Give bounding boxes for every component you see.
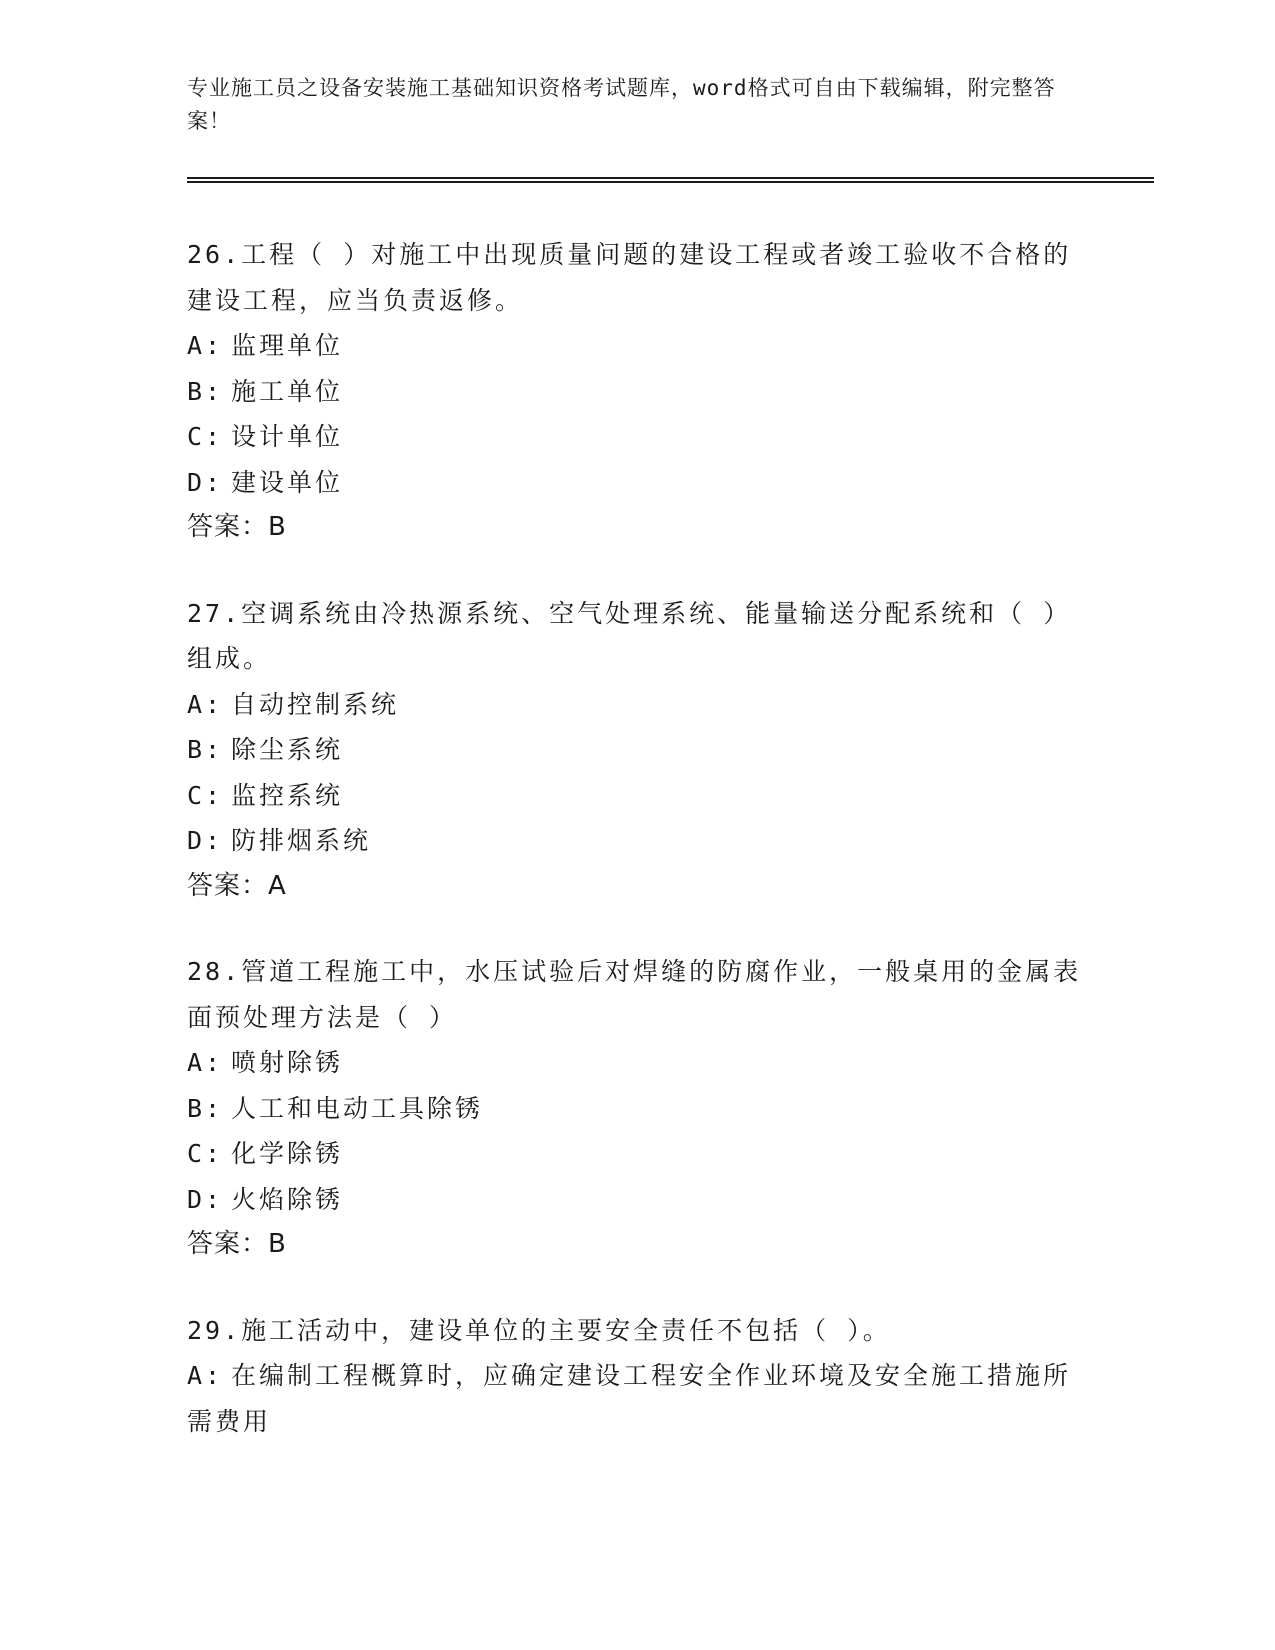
- option-text: 喷射除锈: [231, 1048, 344, 1077]
- option-b: [187, 1086, 1087, 1132]
- option-a: [187, 323, 1087, 369]
- answer-line: 答案：B: [187, 512, 287, 542]
- option-text: 施工单位: [231, 376, 344, 406]
- option-c: [187, 414, 1087, 460]
- option-label: D:: [187, 467, 224, 497]
- option-text: 自动控制系统: [231, 689, 400, 719]
- option-text: 建设单位: [231, 467, 344, 497]
- option-label: C:: [187, 422, 224, 451]
- option-text: 火焰除锈: [231, 1184, 344, 1214]
- option-a: [187, 1353, 1087, 1444]
- option-label: B:: [187, 376, 224, 406]
- option-label: A:: [187, 1361, 224, 1390]
- question-26: [187, 232, 1087, 551]
- question-28: [187, 949, 1087, 1268]
- option-text: 防排烟系统: [231, 826, 372, 855]
- question-text: 28.管道工程施工中，水压试验后对焊缝的防腐作业，一般桌用的金属表面预处理方法是（ ）: [187, 957, 1082, 1032]
- option-text: 监理单位: [231, 331, 344, 360]
- answer-line: 答案：B: [187, 1229, 287, 1259]
- option-text: 监控系统: [231, 780, 344, 810]
- option-a: [187, 1040, 1087, 1086]
- question-text: 29.施工活动中，建设单位的主要安全责任不包括（ ）。: [187, 1315, 891, 1345]
- option-b: [187, 727, 1087, 773]
- option-label: C:: [187, 780, 224, 810]
- option-label: A:: [187, 689, 224, 719]
- option-c: [187, 773, 1087, 819]
- option-label: C:: [187, 1139, 224, 1168]
- document-header: 专业施工员之设备安装施工基础知识资格考试题库，word格式可自由下载编辑，附完整答案！: [187, 76, 1056, 133]
- question-27: [187, 591, 1087, 910]
- option-b: [187, 369, 1087, 415]
- question-text: 27.空调系统由冷热源系统、空气处理系统、能量输送分配系统和（ ）组成。: [187, 598, 1072, 673]
- option-text: 在编制工程概算时，应确定建设工程安全作业环境及安全施工措施所需费用: [187, 1361, 1072, 1436]
- header-divider: [187, 177, 1154, 183]
- question-text: 26.工程（ ）对施工中出现质量问题的建设工程或者竣工验收不合格的建设工程，应当负责返修。: [187, 240, 1072, 315]
- option-text: 人工和电动工具除锈: [231, 1093, 484, 1123]
- answer-line: 答案：A: [187, 870, 287, 901]
- option-d: [187, 818, 1087, 864]
- question-list: [187, 232, 1087, 1484]
- question-29: [187, 1308, 1087, 1445]
- option-c: [187, 1131, 1087, 1177]
- option-label: D:: [187, 826, 224, 855]
- option-d: [187, 460, 1087, 506]
- option-label: B:: [187, 735, 224, 764]
- option-label: A:: [187, 1048, 224, 1077]
- option-text: 除尘系统: [231, 735, 344, 764]
- option-text: 化学除锈: [231, 1139, 344, 1168]
- option-label: D:: [187, 1184, 224, 1214]
- option-text: 设计单位: [231, 422, 344, 451]
- option-label: A:: [187, 331, 224, 360]
- option-a: [187, 682, 1087, 728]
- option-label: B:: [187, 1093, 224, 1123]
- option-d: [187, 1177, 1087, 1223]
